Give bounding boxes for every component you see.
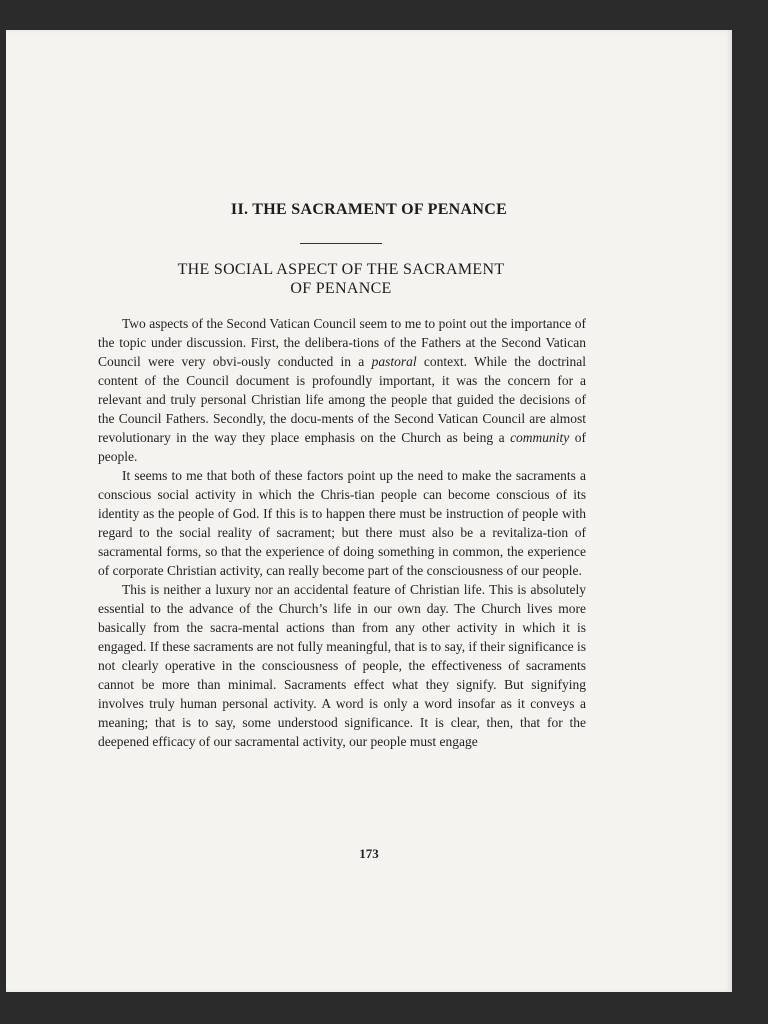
paragraph-1 <box>98 314 586 466</box>
paragraph-1-text-b: context. While the doctrinal content of the Council document is profoundly important, it was the concern for a relevant and truly personal Christian life among the people that guided the decisions of the Council Fathers. Secondly, the docu-ments of the Second Vatican Council are almost revolutionary in the way they place emphasis on the Church as being a <box>98 354 586 445</box>
paragraph-3: This is neither a luxury nor an accidental feature of Christian life. This is absolutely essential to the advance of the Church’s life in our own day. The Church lives more basically from the sacra-mental actions than from any other activity in which it is engaged. If these sacraments are not fully meaningful, that is to say, if their significance is not clearly operative in the consciousness of people, the effectiveness of sacraments cannot be more than minimal. Sacraments effect what they signify. But signifying involves truly human personal activity. A word is only a word insofar as it conveys a meaning; that is to say, some understood significance. It is clear, then, that for the deepened efficacy of our sacramental activity, our people must engage <box>98 582 586 749</box>
title-divider <box>300 243 382 244</box>
body-text <box>98 314 586 751</box>
paragraph-2: It seems to me that both of these factors point up the need to make the sacraments a conscious social activity in which the Chris-tian people can become conscious of its identity as the people of God. If this is to happen there must be instruction of people with regard to the social reality of sacrament; but there must also be a revitaliza-tion of sacramental forms, so that the experience of doing something in common, the experience of corporate Christian activity, can really become part of the consciousness of our people. <box>98 468 586 578</box>
paragraph-1-emphasis-pastoral: pastoral <box>371 354 417 369</box>
page-number: 173 <box>359 846 379 861</box>
book-page <box>6 30 732 992</box>
paragraph-1-emphasis-community: community <box>510 430 570 445</box>
paragraph-1-text-c: of people. <box>98 430 586 464</box>
section-title: II. THE SACRAMENT OF PENANCE <box>230 201 508 218</box>
paragraph-1-text-a: Two aspects of the Second Vatican Council seem to me to point out the importance of the topic under discussion. First, the delibera-tions of the Fathers at the Second Vatican Council were very obvi-ously conducted in a <box>98 316 586 369</box>
article-title-line-2: OF PENANCE <box>290 280 392 297</box>
article-title-line-1: THE SOCIAL ASPECT OF THE SACRAMENT <box>177 261 505 278</box>
article-title <box>96 260 586 298</box>
